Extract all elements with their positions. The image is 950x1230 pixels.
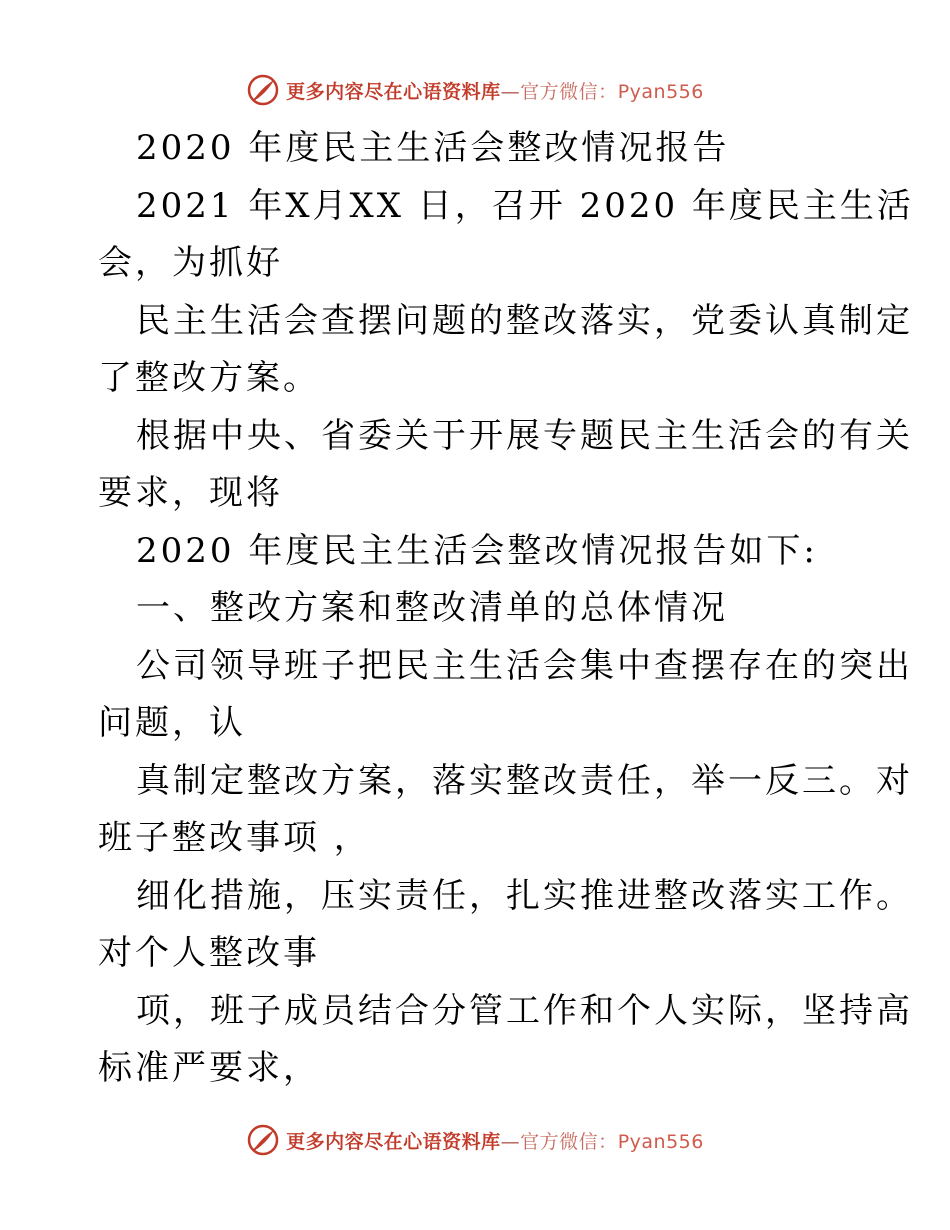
paragraph-line: 根据中央、省委关于开展专题民主生活会的有关 <box>136 415 913 456</box>
banner-text <box>286 1127 704 1154</box>
paragraph-line: 问题，认 <box>98 703 246 743</box>
paragraph-line: 对个人整改事 <box>98 933 320 973</box>
banner-site-name: 更多内容尽在心语资料库 <box>286 1130 501 1153</box>
document-title: 2020 年度民主生活会整改情况报告 <box>136 128 730 168</box>
document-body <box>98 120 914 1098</box>
banner-dash: — <box>500 80 521 103</box>
paragraph-line: 2020 年度民主生活会整改情况报告如下: <box>136 530 818 571</box>
feather-pen-logo-icon <box>246 1123 280 1157</box>
paragraph-line: 标准严要求， <box>98 1048 320 1088</box>
paragraph-line: 要求，现将 <box>98 473 283 513</box>
paragraph-line: 公司领导班子把民主生活会集中查摆存在的突出 <box>136 645 913 686</box>
paragraph-line: 民主生活会查摆问题的整改落实，党委认真制定 <box>136 300 913 341</box>
paragraph-line: 会，为抓好 <box>98 243 283 283</box>
banner-dash: — <box>500 1130 521 1153</box>
footer-banner <box>0 1120 950 1160</box>
banner-wechat-id: Pyan556 <box>617 80 704 103</box>
paragraph-line: 项，班子成员结合分管工作和个人实际，坚持高 <box>136 990 913 1031</box>
header-banner <box>0 70 950 110</box>
banner-wechat-label: 官方微信： <box>520 80 618 103</box>
banner-wechat-id: Pyan556 <box>617 1130 704 1153</box>
paragraph-line: 班子整改事项 ， <box>98 818 371 858</box>
banner-text <box>286 77 704 104</box>
paragraph-line: 2021 年X月XX 日，召开 2020 年度民主生活 <box>136 185 914 226</box>
section-heading: 一、整改方案和整改清单的总体情况 <box>136 588 728 628</box>
feather-pen-logo-icon <box>246 73 280 107</box>
banner-wechat-label: 官方微信： <box>520 1130 618 1153</box>
banner-content <box>246 1123 704 1157</box>
paragraph-line: 细化措施，压实责任，扎实推进整改落实工作。 <box>136 875 913 916</box>
paragraph-line: 了整改方案。 <box>98 358 320 398</box>
banner-site-name: 更多内容尽在心语资料库 <box>286 80 501 103</box>
banner-content <box>246 73 704 107</box>
paragraph-line: 真制定整改方案，落实整改责任，举一反三。对 <box>136 760 913 801</box>
